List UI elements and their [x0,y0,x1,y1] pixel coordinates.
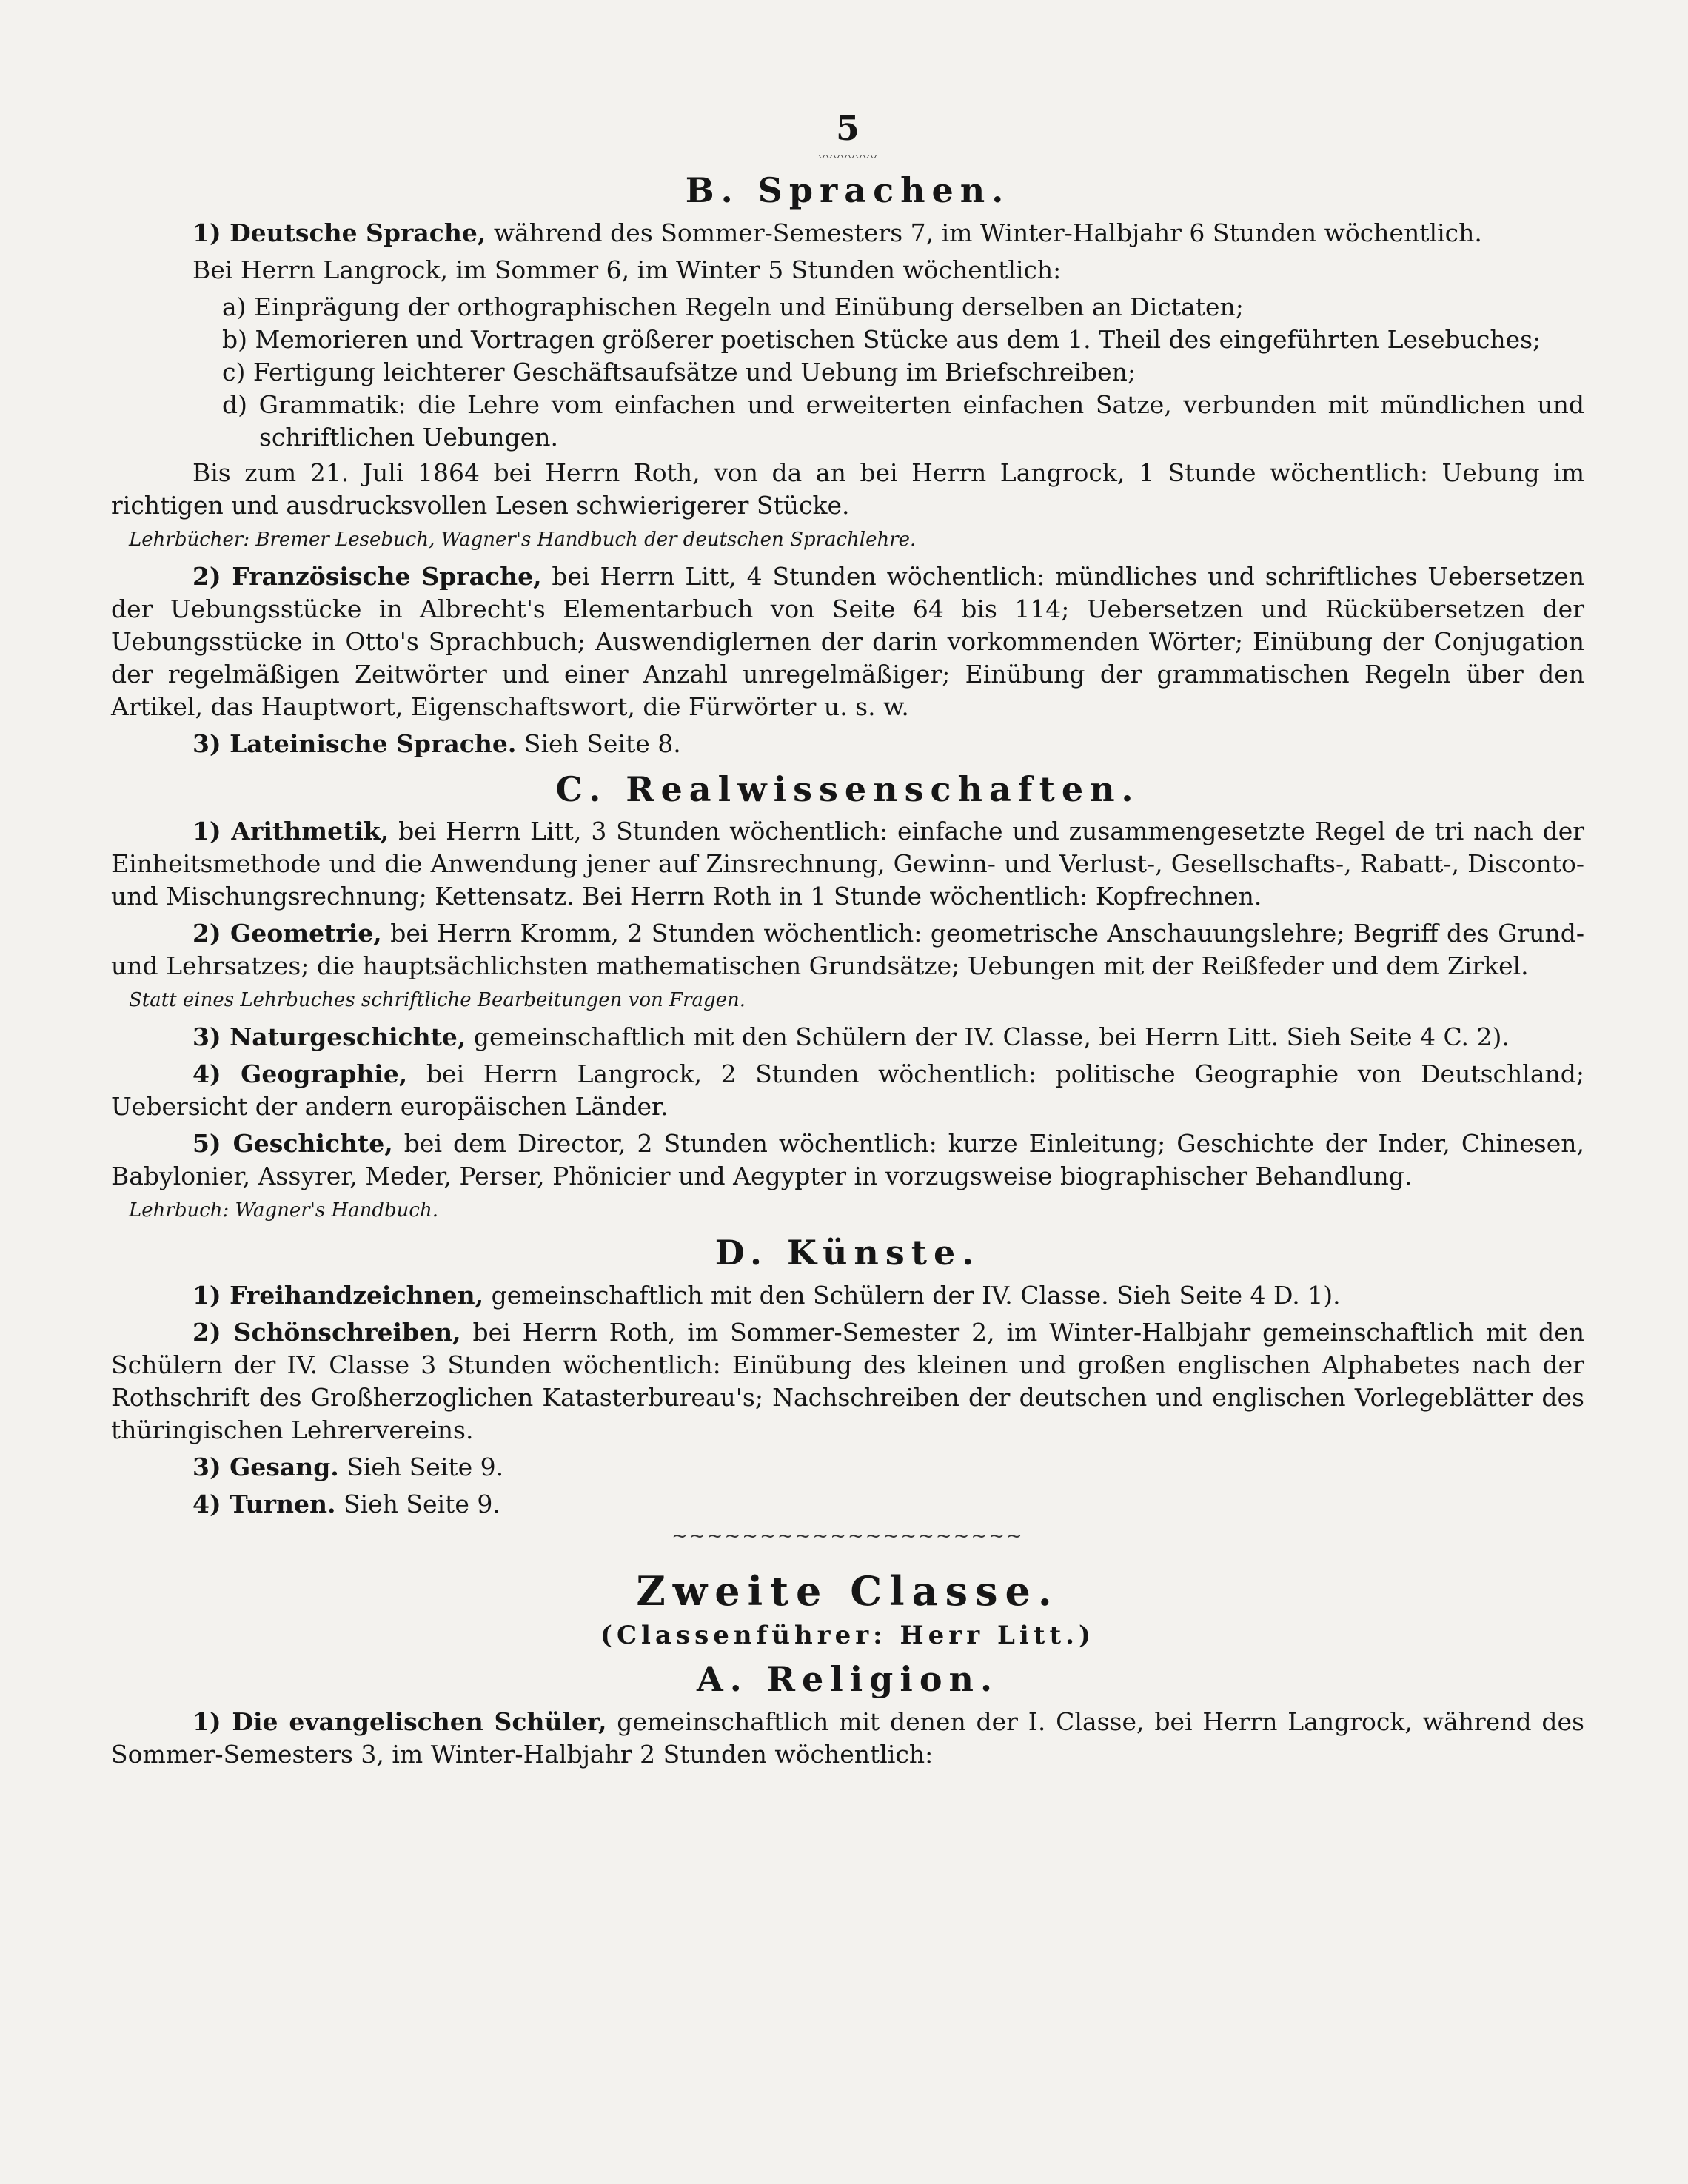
natur-subject: 3) Naturgeschichte, [192,1022,466,1052]
zweite-classe-heading: Zweite Classe. [636,1567,1059,1615]
gesch-subject: 5) Geschichte, [192,1129,393,1159]
deutsch-langrock: Bei Herrn Langrock, im Sommer 6, im Winter 5 Stunden wöchentlich: [192,255,1062,284]
classenfuehrer-subheading: (Classenführer: Herr Litt.) [600,1621,1096,1651]
gesch-text: bei dem Director, 2 Stunden wöchentlich: kurze Einleitung; Geschichte der Inder, Chinesen, Babylonier, Assyrer, Meder, Perser, Phönicier und Aegypter in vorzugsweise biographischer Behandlung. [111,1129,1584,1191]
schoen-paragraph [111,1316,1584,1447]
turnen-text: Sieh Seite 9. [343,1489,500,1518]
gesang-subject: 3) Gesang. [192,1452,339,1481]
arith-subject: 1) Arithmetik, [192,817,389,846]
document-page [111,108,1585,2154]
arith-text: bei Herrn Litt, 3 Stunden wöchentlich: einfache und zusammengesetzte Regel de tri nach der Einheitsmethode und die Anwendung jener auf Zinsrechnung, Gewinn- und Verlust-, Gesellschafts-, Rabatt-, Disconto- und Mischungsrechnung; Kettensatz. Bei Herrn Roth in 1 Stunde wöchentlich: Kopfrechnen. [111,817,1585,911]
latein-text: Sieh Seite 8. [523,728,681,758]
list-item: b) Memorieren und Vortragen größerer poetischen Stücke aus dem 1. Theil des eingeführten Lesebuches; [222,324,1541,354]
geo-subject: 4) Geographie, [192,1059,408,1089]
natur-text: gemeinschaftlich mit den Schülern der IV. Classe, bei Herrn Litt. Sieh Seite 4 C. 2). [473,1022,1510,1052]
deutsch-intro [111,217,1584,249]
franz-paragraph [111,560,1584,723]
geom-text: bei Herrn Kromm, 2 Stunden wöchentlich: geometrische Anschauungslehre; Begriff des Grund- und Lehrsatzes; die hauptsächlichsten mathematischen Grundsätze; Uebungen mit der Reißfeder und dem Zirkel. [111,919,1584,981]
latein-subject: 3) Lateinische Sprache. [192,728,517,758]
geom-paragraph [111,917,1584,982]
natur-paragraph [111,1021,1584,1054]
gesang-text: Sieh Seite 9. [346,1452,504,1481]
geo-text: bei Herrn Langrock, 2 Stunden wöchentlich: politische Geographie von Deutschland; Uebersicht der andern europäischen Länder. [111,1059,1584,1122]
schoen-text: bei Herrn Roth, im Sommer-Semester 2, im Winter-Halbjahr gemeinschaftlich mit den Schülern der IV. Classe 3 Stunden wöchentlich: Einübung des kleinen und großen englischen Alphabetes nach der Rothschrift des Großherzoglichen Katasterbureau's; Nachschreiben der deutschen und englischen Vorlegeblätter des thüringischen Lehrervereins. [111,1317,1584,1444]
section-d-heading: D. Künste. [714,1233,981,1273]
frei-text: gemeinschaftlich mit den Schülern der IV. Classe. Sieh Seite 4 D. 1). [491,1280,1341,1310]
geo-paragraph [111,1058,1584,1123]
section-separator: ~~~~~~~~~~~~~~~~~~~~ [671,1524,1024,1547]
gesch-paragraph [111,1128,1584,1193]
franz-subject: 2) Französische Sprache, [192,561,542,591]
religion-heading: A. Religion. [697,1659,999,1700]
geom-note: Statt eines Lehrbuches schriftliche Bearbeitungen von Fragen. [129,989,746,1012]
religion-subject: 1) Die evangelischen Schüler, [192,1706,607,1736]
latein-paragraph [111,728,1584,760]
gesang-paragraph [111,1451,1584,1484]
schoen-subject: 2) Schönschreiben, [192,1317,461,1347]
deutsch-intro-text: während des Sommer-Semesters 7, im Winter-Halbjahr 6 Stunden wöchentlich. [493,218,1482,247]
section-c-heading: C. Realwissenschaften. [555,768,1140,809]
arith-paragraph [111,815,1584,913]
deutsch-items-list [111,291,1584,454]
gesch-note: Lehrbuch: Wagner's Handbuch. [129,1199,438,1222]
ornament-line: 〰〰〰〰 [818,148,877,166]
frei-subject: 1) Freihandzeichnen, [192,1280,484,1310]
deutsch-roth: Bis zum 21. Juli 1864 bei Herrn Roth, von da an bei Herrn Langrock, 1 Stunde wöchentlich: Uebung im richtigen und ausdrucksvollen Lesen schwierigerer Stücke. [111,458,1584,520]
turnen-paragraph [111,1488,1584,1521]
section-b-heading: B. Sprachen. [685,170,1011,210]
franz-text: bei Herrn Litt, 4 Stunden wöchentlich: mündliches und schriftliches Uebersetzen der Uebungsstücke in Albrecht's Elementarbuch von Seite 64 bis 114; Uebersetzen und Rückübersetzen der Uebungsstücke in Otto's Sprachbuch; Auswendiglernen der darin vorkommenden Wörter; Einübung der Conjugation der regelmäßigen Zeitwörter und einer Anzahl unregelmäßiger; Einübung der grammatischen Regeln über den Artikel, das Hauptwort, Eigenschaftswort, die Fürwörter u. s. w. [111,561,1585,721]
religion-text: gemeinschaftlich mit denen der I. Classe, bei Herrn Langrock, während des Sommer-Semesters 3, im Winter-Halbjahr 2 Stunden wöchentlich: [111,1706,1584,1769]
turnen-subject: 4) Turnen. [192,1489,336,1518]
geom-subject: 2) Geometrie, [192,919,382,948]
religion-paragraph [111,1706,1584,1771]
list-item: a) Einprägung der orthographischen Regeln und Einübung derselben an Dictaten; [222,292,1244,321]
frei-paragraph [111,1279,1584,1312]
deutsch-subject: 1) Deutsche Sprache, [192,218,486,247]
list-item: d) Grammatik: die Lehre vom einfachen und erweiterten einfachen Satze, verbunden mit mündlichen und schriftlichen Uebungen. [222,389,1584,452]
deutsch-books-note: Lehrbücher: Bremer Lesebuch, Wagner's Handbuch der deutschen Sprachlehre. [129,528,917,551]
list-item: c) Fertigung leichterer Geschäftsaufsätze und Uebung im Briefschreiben; [222,357,1136,386]
page-number: 5 [835,108,860,148]
